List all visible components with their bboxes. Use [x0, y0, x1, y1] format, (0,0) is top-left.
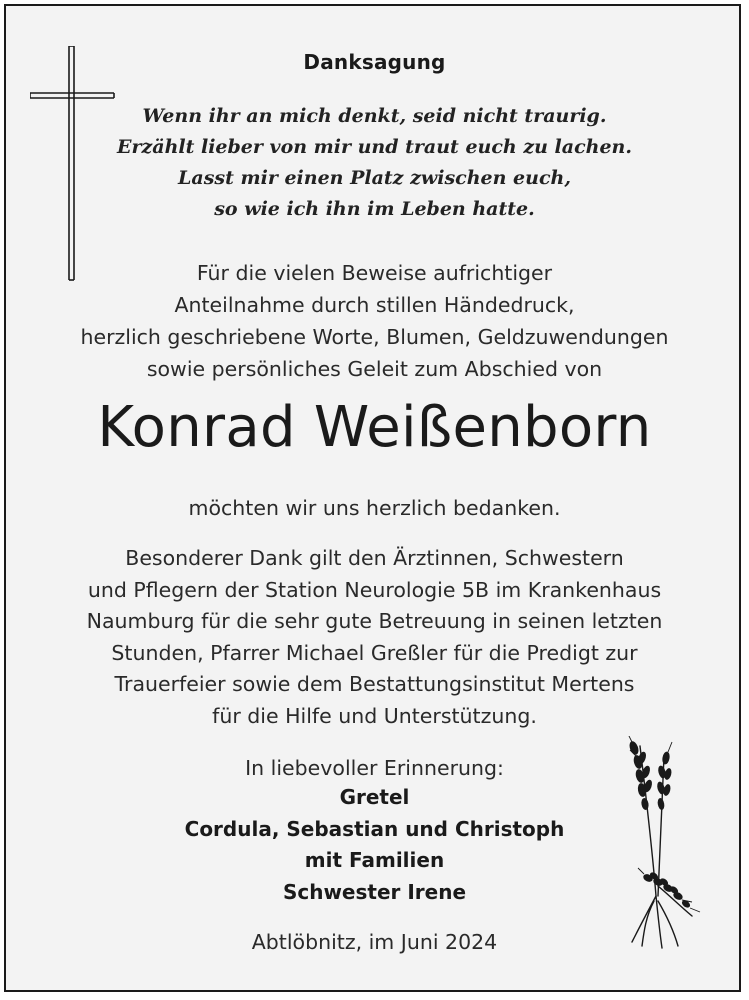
special-thanks-line: und Pflegern der Station Neurologie 5B im Krankenhaus: [87, 577, 662, 602]
family-line: Cordula, Sebastian und Christoph: [184, 816, 565, 841]
place-date: Abtlöbnitz, im Juni 2024: [251, 930, 498, 954]
family-line: Gretel: [339, 785, 410, 809]
family-line: mit Familien: [304, 848, 445, 872]
deceased-name: Konrad Weißenborn: [97, 395, 652, 460]
special-thanks-line: Trauerfeier sowie dem Bestattungsinstitut Mertens: [114, 672, 635, 696]
verse-block: [0, 101, 749, 225]
thanks-line: Für die vielen Beweise aufrichtiger: [196, 261, 553, 285]
memory-line: In liebevoller Erinnerung:: [245, 756, 504, 780]
closing-line: möchten wir uns herzlich bedanken.: [188, 496, 561, 520]
thanks-block: [0, 257, 749, 385]
thanks-line: Anteilnahme durch stillen Händedruck,: [174, 293, 575, 317]
thanks-line: sowie persönliches Geleit zum Abschied von: [146, 357, 603, 381]
verse-line: so wie ich ihn im Leben hatte.: [214, 198, 535, 220]
special-thanks-line: Stunden, Pfarrer Michael Greßler für die Predigt zur: [111, 640, 638, 665]
family-block: [0, 782, 749, 908]
verse-line: Erzählt lieber von mir und traut euch zu lachen.: [116, 136, 632, 158]
thanks-line: herzlich geschriebene Worte, Blumen, Geldzuwendungen: [80, 325, 669, 349]
verse-line: Lasst mir einen Platz zwischen euch,: [178, 167, 571, 189]
special-thanks-line: Besonderer Dank gilt den Ärztinnen, Schwestern: [125, 546, 624, 570]
family-line: Schwester Irene: [282, 879, 467, 904]
heading: Danksagung: [303, 50, 446, 74]
special-thanks-line: für die Hilfe und Unterstützung.: [212, 703, 537, 728]
special-thanks-line: Naumburg für die sehr gute Betreuung in seinen letzten: [86, 609, 663, 633]
special-thanks-block: [0, 543, 749, 732]
verse-line: Wenn ihr an mich denkt, seid nicht traurig.: [142, 105, 607, 127]
